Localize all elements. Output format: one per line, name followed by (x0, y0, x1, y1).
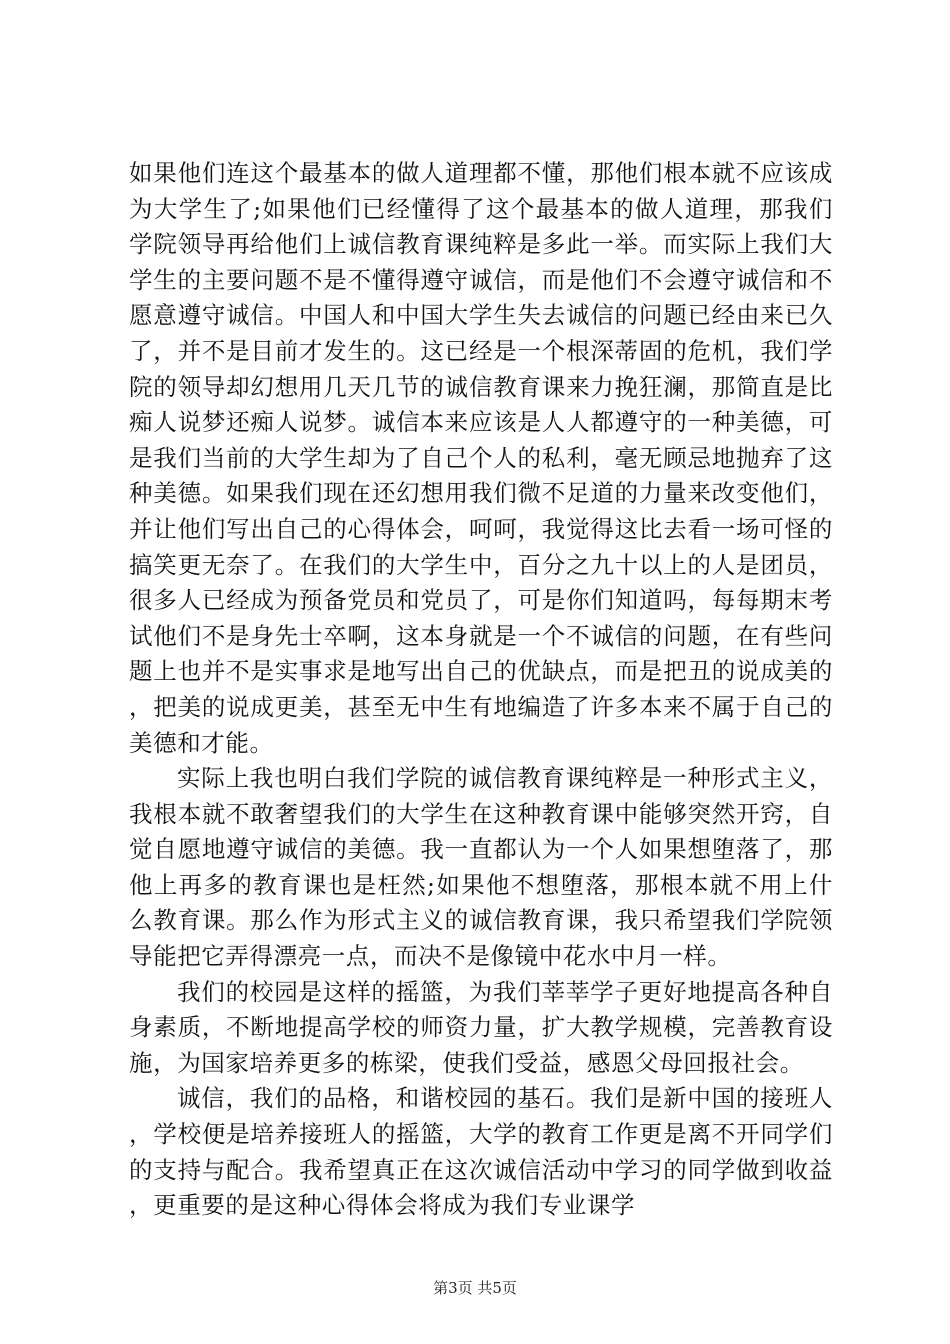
paragraph-1: 如果他们连这个最基本的做人道理都不懂，那他们根本就不应该成为大学生了;如果他们已经懂得了这个最基本的做人道理，那我们学院领导再给他们上诚信教育课纯粹是多此一举。而实际上我们大学生的主要问题不是不懂得遵守诚信，而是他们不会遵守诚信和不愿意遵守诚信。中国人和中国大学生失去诚信的问题已经由来已久了，并不是目前才发生的。这已经是一个根深蒂固的危机，我们学院的领导却幻想用几天几节的诚信教育课来力挽狂澜，那简直是比痴人说梦还痴人说梦。诚信本来应该是人人都遵守的一种美德，可是我们当前的大学生却为了自己个人的私利，毫无顾忌地抛弃了这种美德。如果我们现在还幻想用我们微不足道的力量来改变他们，并让他们写出自己的心得体会，呵呵，我觉得这比去看一场可怪的搞笑更无奈了。在我们的大学生中，百分之九十以上的人是团员，很多人已经成为预备党员和党员了，可是你们知道吗，每每期末考试他们不是身先士卒啊，这本身就是一个不诚信的问题，在有些问题上也并不是实事求是地写出自己的优缺点，而是把丑的说成美的，把美的说成更美，甚至无中生有地编造了许多本来不属于自己的美德和才能。 (129, 159, 833, 757)
page-number-footer: 第3页 共5页 (433, 1279, 517, 1297)
paragraph-3: 我们的校园是这样的摇篮，为我们莘莘学子更好地提高各种自身素质，不断地提高学校的师资力量，扩大教学规模，完善教育设施，为国家培养更多的栋梁，使我们受益，感恩父母回报社会。 (129, 977, 833, 1077)
document-body (129, 156, 833, 1224)
paragraph-2: 实际上我也明白我们学院的诚信教育课纯粹是一种形式主义，我根本就不敢奢望我们的大学生在这种教育课中能够突然开窍，自觉自愿地遵守诚信的美德。我一直都认为一个人如果想堕落了，那他上再多的教育课也是枉然;如果他不想堕落，那根本就不用上什么教育课。那么作为形式主义的诚信教育课，我只希望我们学院领导能把它弄得漂亮一点，而决不是像镜中花水中月一样。 (129, 764, 833, 971)
paragraph-4: 诚信，我们的品格，和谐校园的基石。我们是新中国的接班人，学校便是培养接班人的摇篮，大学的教育工作更是离不开同学们的支持与配合。我希望真正在这次诚信活动中学习的同学做到收益，更重要的是这种心得体会将成为我们专业课学 (129, 1084, 833, 1220)
